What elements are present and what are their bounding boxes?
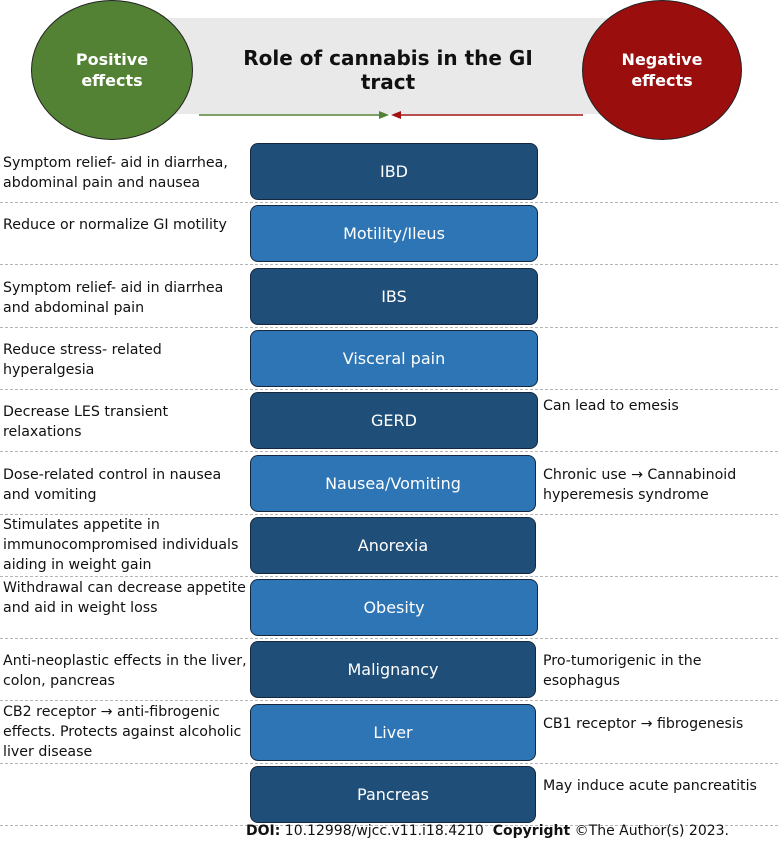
- converging-arrows: [195, 108, 595, 124]
- negative-effects-circle: [582, 0, 742, 140]
- positive-effect-text: Symptom relief- aid in diarrhea, abdominal pain and nausea: [3, 155, 228, 191]
- negative-effect-text: Pro-tumorigenic in the esophagus: [543, 653, 702, 690]
- effect-row: [0, 328, 778, 390]
- effect-row: [0, 203, 778, 265]
- effect-row: [0, 639, 778, 701]
- copyright-value: ©The Author(s) 2023.: [574, 823, 730, 839]
- condition-box: Visceral pain: [250, 330, 538, 387]
- condition-box: Liver: [250, 704, 536, 761]
- copyright-label: Copyright: [492, 823, 571, 839]
- negative-effects-label: Negative effects: [621, 50, 703, 90]
- citation-footer: [246, 823, 729, 839]
- effect-row: [0, 141, 778, 203]
- condition-box: Anorexia: [250, 517, 536, 574]
- positive-effect-text: Stimulates appetite in immunocompromised individuals aiding in weight gain: [3, 516, 239, 573]
- positive-arrowhead: [379, 111, 389, 119]
- condition-box: Malignancy: [250, 641, 536, 698]
- positive-effects-circle: [31, 0, 193, 140]
- negative-effect-text: CB1 receptor → fibrogenesis: [543, 715, 744, 732]
- condition-box: IBS: [250, 268, 538, 325]
- positive-effect-text: CB2 receptor → anti-fibrogenic effects. Protects against alcoholic liver disease: [3, 703, 242, 760]
- doi-value: 10.12998/wjcc.v11.i18.4210: [284, 823, 484, 839]
- condition-box: Pancreas: [250, 766, 536, 823]
- effect-row: [0, 577, 778, 639]
- doi-label: DOI:: [246, 823, 281, 839]
- effect-row: [0, 764, 778, 826]
- effect-row: [0, 453, 778, 515]
- negative-effect-text: Chronic use → Cannabinoid hyperemesis syndrome: [543, 466, 737, 503]
- positive-effect-text: Anti-neoplastic effects in the liver, colon, pancreas: [3, 653, 247, 690]
- condition-box: Nausea/Vomiting: [250, 455, 536, 512]
- positive-effect-text: Dose-related control in nausea and vomiting: [3, 466, 222, 503]
- negative-effect-text: May induce acute pancreatitis: [543, 778, 757, 794]
- negative-arrowhead: [391, 111, 401, 119]
- positive-effect-text: Reduce stress- related hyperalgesia: [3, 341, 162, 378]
- positive-effect-text: Withdrawal can decrease appetite and aid in weight loss: [3, 580, 246, 617]
- positive-effect-text: Reduce or normalize GI motility: [3, 217, 227, 234]
- condition-box: IBD: [250, 143, 538, 200]
- condition-box: Motility/Ileus: [250, 205, 538, 262]
- positive-effects-label: Positive effects: [75, 50, 149, 90]
- positive-effect-text: Decrease LES transient relaxations: [3, 404, 169, 441]
- effect-row: [0, 390, 778, 452]
- condition-box: Obesity: [250, 579, 538, 636]
- condition-box: GERD: [250, 392, 538, 449]
- effect-row: [0, 515, 778, 577]
- effect-row: [0, 702, 778, 764]
- positive-effect-text: Symptom relief- aid in diarrhea and abdominal pain: [3, 279, 224, 316]
- diagram-title: Role of cannabis in the GI tract: [243, 46, 533, 94]
- effect-row: [0, 266, 778, 328]
- negative-effect-text: Can lead to emesis: [543, 398, 679, 415]
